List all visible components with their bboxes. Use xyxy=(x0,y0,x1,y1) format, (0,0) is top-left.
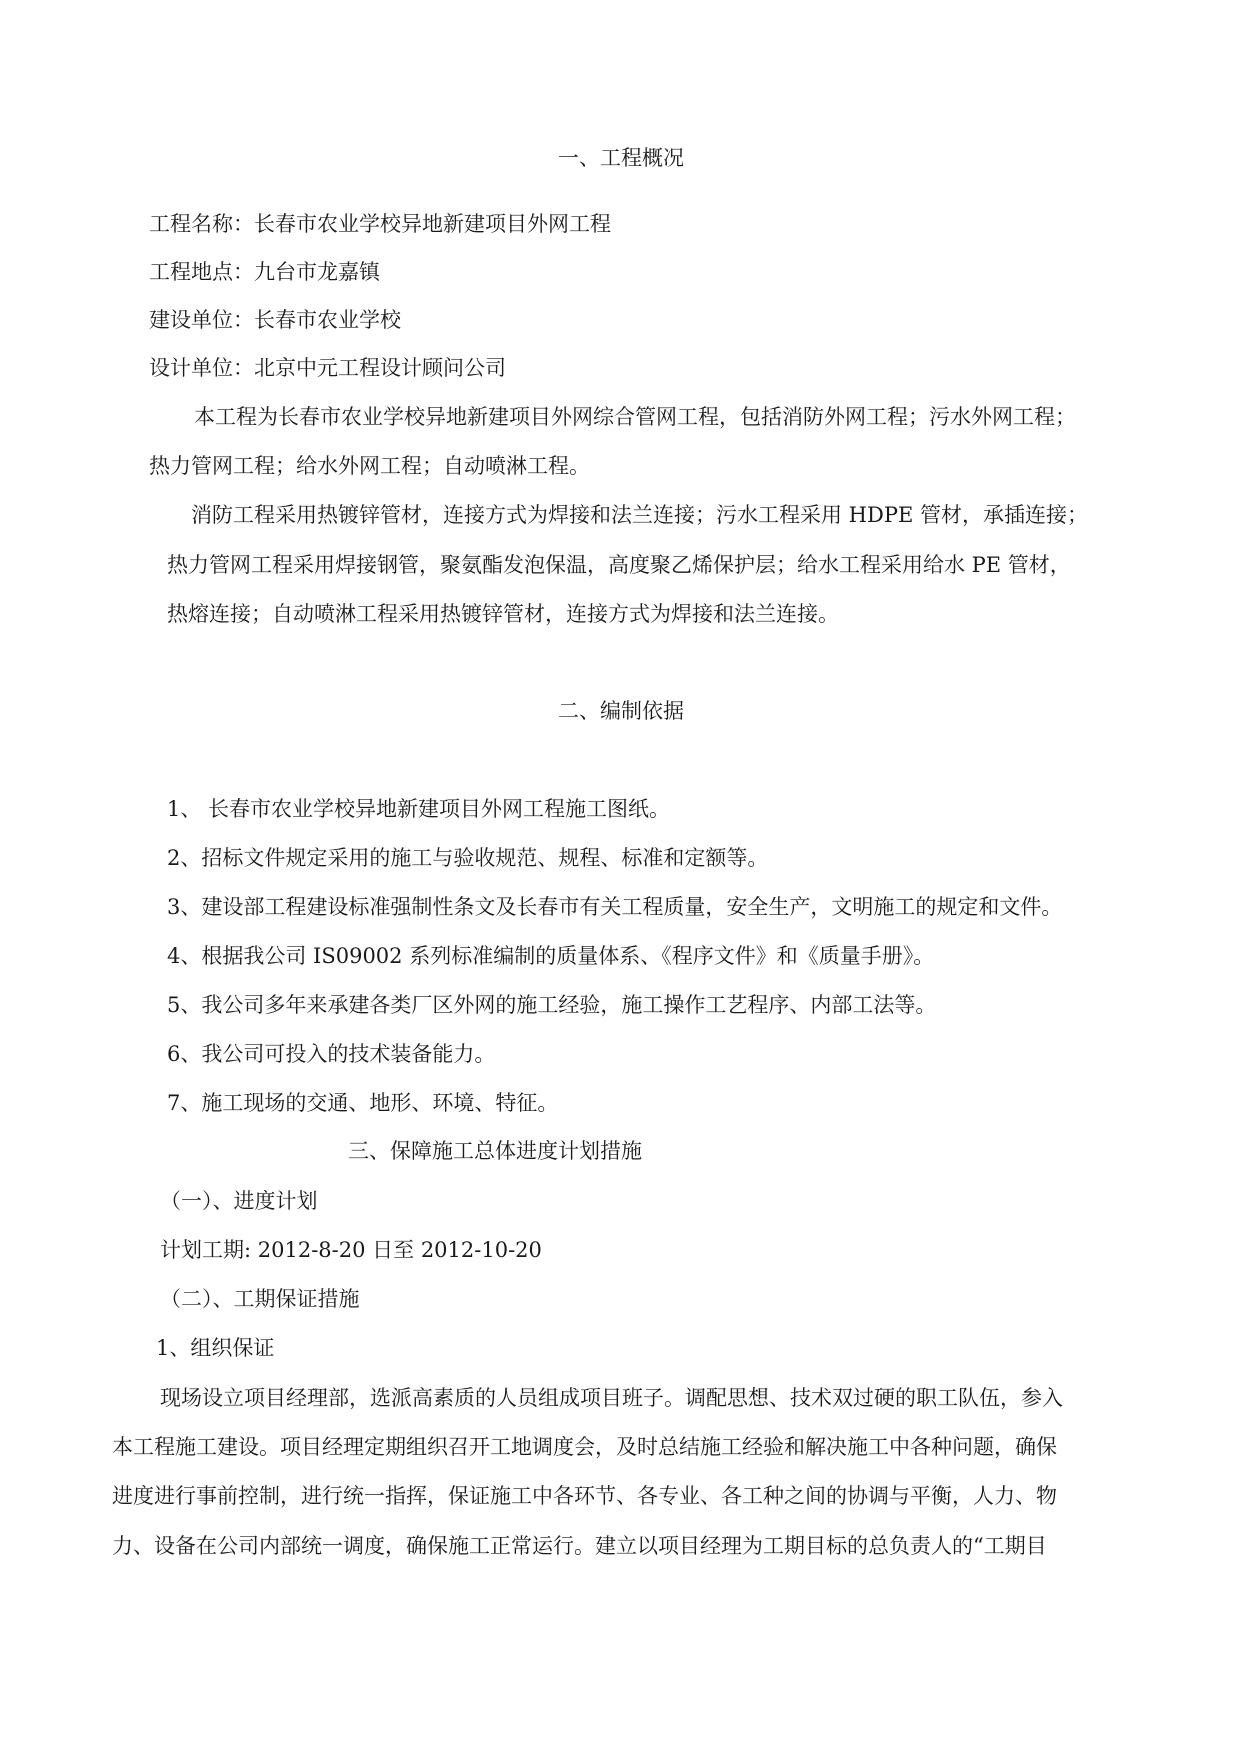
materials-paragraph-line-2: 热力管网工程采用焊接钢管，聚氨酯发泡保温，高度聚乙烯保护层；给水工程采用给水 PE 管材， xyxy=(167,553,1071,577)
project-owner-line: 建设单位：长春市农业学校 xyxy=(149,308,401,332)
section-3-heading: 三、保障施工总体进度计划措施 xyxy=(348,1139,642,1163)
planned-period-line: 计划工期: 2012-8-20 日至 2012-10-20 xyxy=(160,1238,542,1262)
materials-paragraph-line-1: 消防工程采用热镀锌管材，连接方式为焊接和法兰连接；污水工程采用 HDPE 管材，承插连接； xyxy=(191,503,1088,527)
basis-item-4: 4、根据我公司 IS09002 系列标准编制的质量体系、《程序文件》和《质量手册》。 xyxy=(167,944,935,968)
overview-paragraph-line-1: 本工程为长春市农业学校异地新建项目外网综合管网工程，包括消防外网工程；污水外网工程； xyxy=(194,405,1076,429)
project-location-line: 工程地点：九台市龙嘉镇 xyxy=(149,260,380,284)
schedule-subheading: （一）、进度计划 xyxy=(160,1189,318,1213)
project-name-line: 工程名称：长春市农业学校异地新建项目外网工程 xyxy=(149,212,611,236)
organization-paragraph-line-4: 力、设备在公司内部统一调度，确保施工正常运行。建立以项目经理为工期目标的总负责人的“工期目 xyxy=(112,1534,1047,1558)
organization-guarantee-heading: 1、组织保证 xyxy=(156,1336,275,1360)
measures-subheading: （二）、工期保证措施 xyxy=(160,1287,360,1311)
basis-item-7: 7、施工现场的交通、地形、环境、特征。 xyxy=(167,1091,559,1115)
materials-paragraph-line-3: 热熔连接；自动喷淋工程采用热镀锌管材，连接方式为焊接和法兰连接。 xyxy=(167,602,839,626)
overview-paragraph-line-2: 热力管网工程；给水外网工程；自动喷淋工程。 xyxy=(149,454,590,478)
section-2-heading: 二、编制依据 xyxy=(558,699,684,723)
section-1-heading: 一、工程概况 xyxy=(558,146,684,170)
project-designer-line: 设计单位：北京中元工程设计顾问公司 xyxy=(149,356,506,380)
basis-item-2: 2、招标文件规定采用的施工与验收规范、规程、标准和定额等。 xyxy=(167,846,769,870)
organization-paragraph-line-3: 进度进行事前控制，进行统一指挥，保证施工中各环节、各专业、各工种之间的协调与平衡，人力、物 xyxy=(112,1484,1057,1508)
basis-item-5: 5、我公司多年来承建各类厂区外网的施工经验，施工操作工艺程序、内部工法等。 xyxy=(167,993,937,1017)
basis-item-6: 6、我公司可投入的技术装备能力。 xyxy=(167,1042,496,1066)
organization-paragraph-line-2: 本工程施工建设。项目经理定期组织召开工地调度会，及时总结施工经验和解决施工中各种问题，确保 xyxy=(112,1435,1057,1459)
basis-item-1: 1、 长春市农业学校异地新建项目外网工程施工图纸。 xyxy=(167,797,671,821)
organization-paragraph-line-1: 现场设立项目经理部，选派高素质的人员组成项目班子。调配思想、技术双过硬的职工队伍，参入 xyxy=(160,1386,1063,1410)
basis-item-3: 3、建设部工程建设标准强制性条文及长春市有关工程质量，安全生产，文明施工的规定和文件。 xyxy=(167,895,1063,919)
